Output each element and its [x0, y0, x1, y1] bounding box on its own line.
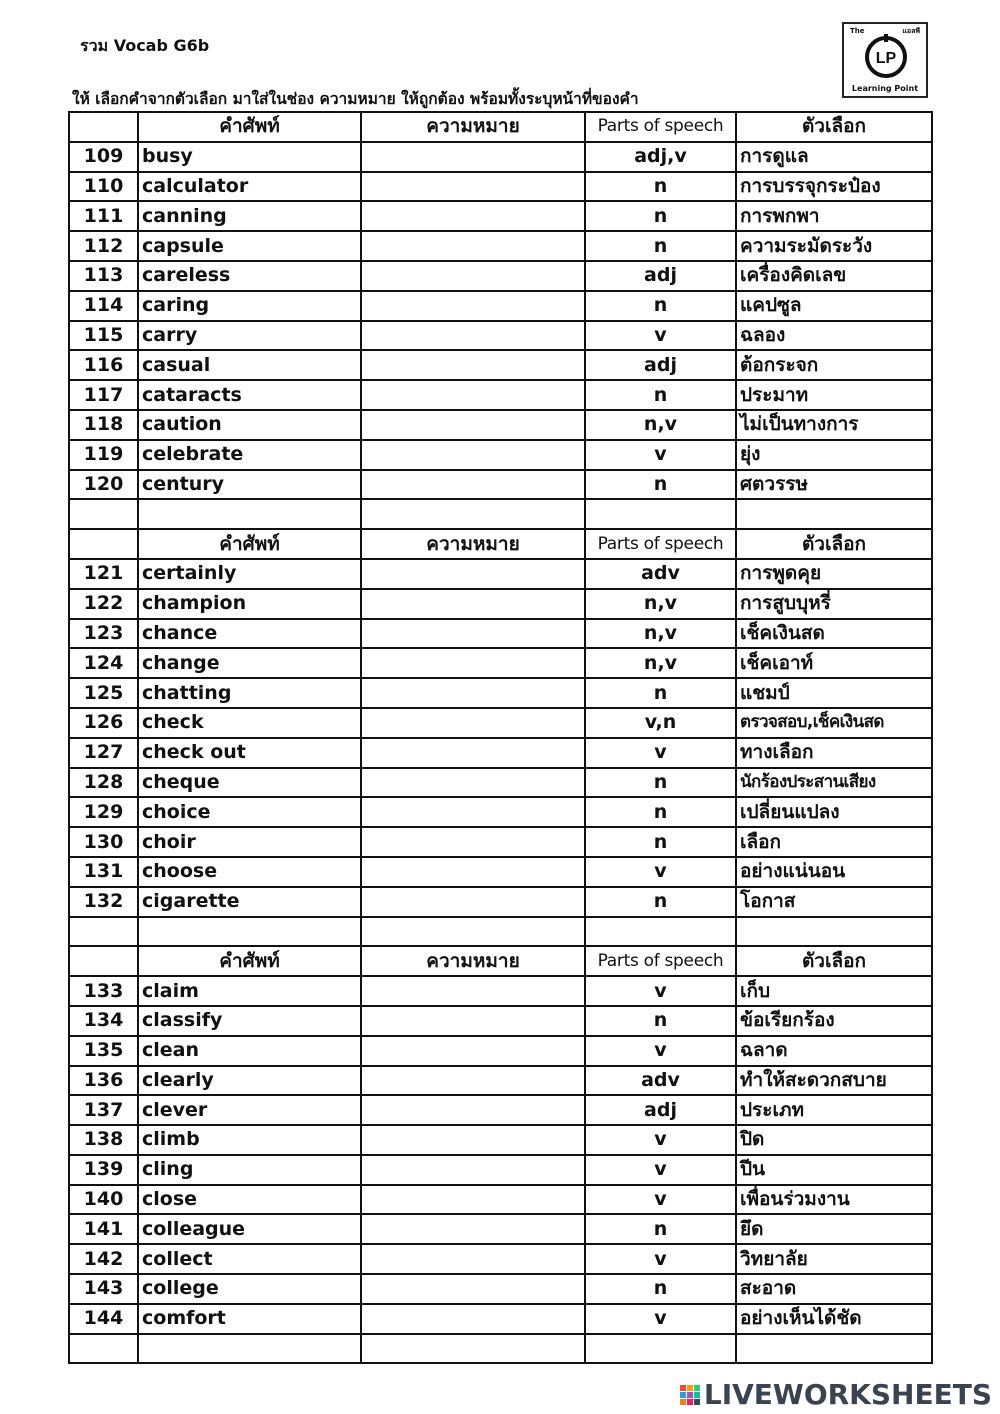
row-number: 135 [69, 1036, 138, 1066]
vocab-word: calculator [138, 172, 361, 202]
header-meaning: ความหมาย [361, 946, 585, 976]
vocab-word: canning [138, 201, 361, 231]
row-number: 109 [69, 142, 138, 172]
blank-row [69, 1334, 932, 1364]
part-of-speech: v [585, 857, 736, 887]
header-parts-of-speech: Parts of speech [585, 946, 736, 976]
header-word: คำศัพท์ [138, 529, 361, 559]
header-meaning: ความหมาย [361, 112, 585, 142]
meaning-answer-field[interactable] [361, 589, 585, 619]
meaning-answer-field[interactable] [361, 321, 585, 351]
brand-color-square [680, 1385, 686, 1391]
row-number: 131 [69, 857, 138, 887]
vocab-word: check out [138, 738, 361, 768]
row-number: 140 [69, 1185, 138, 1215]
header-options: ตัวเลือก [736, 112, 932, 142]
header-word: คำศัพท์ [138, 946, 361, 976]
part-of-speech: v [585, 1125, 736, 1155]
part-of-speech: n,v [585, 410, 736, 440]
blank-cell [69, 499, 138, 529]
table-row [69, 410, 932, 440]
part-of-speech: adj [585, 261, 736, 291]
part-of-speech: v [585, 738, 736, 768]
vocab-word: carry [138, 321, 361, 351]
meaning-answer-field[interactable] [361, 648, 585, 678]
lp-logo-icon [863, 34, 909, 80]
meaning-answer-field[interactable] [361, 231, 585, 261]
option-choice: เก็บ [736, 976, 932, 1006]
meaning-answer-field[interactable] [361, 1244, 585, 1274]
vocab-word: check [138, 708, 361, 738]
meaning-answer-field[interactable] [361, 619, 585, 649]
table-row [69, 1125, 932, 1155]
table-row [69, 797, 932, 827]
row-number: 133 [69, 976, 138, 1006]
blank-cell [585, 1334, 736, 1364]
table-header-row [69, 529, 932, 559]
table-row [69, 201, 932, 231]
row-number: 119 [69, 440, 138, 470]
part-of-speech: v [585, 1155, 736, 1185]
vocab-word: change [138, 648, 361, 678]
row-number: 118 [69, 410, 138, 440]
option-choice: ทางเลือก [736, 738, 932, 768]
header-meaning: ความหมาย [361, 529, 585, 559]
learning-point-logo [842, 22, 928, 98]
meaning-answer-field[interactable] [361, 887, 585, 917]
option-choice: ทำให้สะดวกสบาย [736, 1066, 932, 1096]
table-row [69, 1066, 932, 1096]
option-choice: แชมป์ [736, 678, 932, 708]
meaning-answer-field[interactable] [361, 1125, 585, 1155]
vocab-table [68, 111, 933, 1364]
table-row [69, 1244, 932, 1274]
header-options: ตัวเลือก [736, 529, 932, 559]
table-row [69, 1214, 932, 1244]
part-of-speech: n [585, 231, 736, 261]
option-choice: ฉลอง [736, 321, 932, 351]
meaning-answer-field[interactable] [361, 1185, 585, 1215]
vocab-word: colleague [138, 1214, 361, 1244]
row-number: 129 [69, 797, 138, 827]
meaning-answer-field[interactable] [361, 768, 585, 798]
row-number: 130 [69, 827, 138, 857]
vocab-word: close [138, 1185, 361, 1215]
option-choice: ศตวรรษ [736, 470, 932, 500]
vocab-word: capsule [138, 231, 361, 261]
table-row [69, 440, 932, 470]
logo-name: Learning Point [851, 84, 919, 93]
part-of-speech: n [585, 827, 736, 857]
table-row [69, 1155, 932, 1185]
row-number: 122 [69, 589, 138, 619]
option-choice: โอกาส [736, 887, 932, 917]
document-title: รวม Vocab G6b [80, 36, 210, 55]
row-number: 114 [69, 291, 138, 321]
blank-cell [736, 1334, 932, 1364]
option-choice: วิทยาลัย [736, 1244, 932, 1274]
brand-color-square [680, 1392, 686, 1398]
table-row [69, 827, 932, 857]
vocab-word: cling [138, 1155, 361, 1185]
part-of-speech: n [585, 1274, 736, 1304]
part-of-speech: n [585, 1006, 736, 1036]
vocab-word: careless [138, 261, 361, 291]
brand-color-square [687, 1385, 693, 1391]
table-row [69, 350, 932, 380]
meaning-answer-field[interactable] [361, 380, 585, 410]
part-of-speech: n [585, 291, 736, 321]
table-row [69, 470, 932, 500]
meaning-answer-field[interactable] [361, 291, 585, 321]
option-choice: ต้อกระจก [736, 350, 932, 380]
header-number-cell [69, 112, 138, 142]
table-row [69, 648, 932, 678]
meaning-answer-field[interactable] [361, 827, 585, 857]
option-choice: ตรวจสอบ,เช็คเงินสด [736, 708, 932, 738]
option-choice: นักร้องประสานเสียง [736, 768, 932, 798]
part-of-speech: n [585, 1214, 736, 1244]
part-of-speech: n [585, 201, 736, 231]
meaning-answer-field[interactable] [361, 1036, 585, 1066]
part-of-speech: v [585, 440, 736, 470]
table-header-row [69, 112, 932, 142]
row-number: 127 [69, 738, 138, 768]
row-number: 117 [69, 380, 138, 410]
option-choice: ยุ่ง [736, 440, 932, 470]
table-row [69, 231, 932, 261]
brand-color-square [694, 1399, 700, 1405]
meaning-answer-field[interactable] [361, 350, 585, 380]
table-row [69, 738, 932, 768]
part-of-speech: adv [585, 1066, 736, 1096]
table-row [69, 142, 932, 172]
table-row [69, 380, 932, 410]
table-row [69, 678, 932, 708]
blank-cell [585, 917, 736, 947]
blank-cell [69, 917, 138, 947]
meaning-answer-field[interactable] [361, 201, 585, 231]
option-choice: เลือก [736, 827, 932, 857]
row-number: 124 [69, 648, 138, 678]
vocab-word: cataracts [138, 380, 361, 410]
blank-cell [736, 917, 932, 947]
table-header-row [69, 946, 932, 976]
vocab-word: clearly [138, 1066, 361, 1096]
option-choice: เช็คเอาท์ [736, 648, 932, 678]
part-of-speech: n [585, 797, 736, 827]
part-of-speech: n [585, 678, 736, 708]
option-choice: ความระมัดระวัง [736, 231, 932, 261]
row-number: 142 [69, 1244, 138, 1274]
row-number: 139 [69, 1155, 138, 1185]
row-number: 141 [69, 1214, 138, 1244]
vocab-word: classify [138, 1006, 361, 1036]
part-of-speech: n,v [585, 648, 736, 678]
vocab-word: clever [138, 1095, 361, 1125]
header-options: ตัวเลือก [736, 946, 932, 976]
vocab-word: claim [138, 976, 361, 1006]
vocab-word: busy [138, 142, 361, 172]
logo-mark-text: LP [875, 50, 897, 67]
header-word: คำศัพท์ [138, 112, 361, 142]
option-choice: การพกพา [736, 201, 932, 231]
option-choice: การสูบบุหรี่ [736, 589, 932, 619]
option-choice: เพื่อนร่วมงาน [736, 1185, 932, 1215]
option-choice: เปลี่ยนแปลง [736, 797, 932, 827]
vocab-word: certainly [138, 559, 361, 589]
part-of-speech: v [585, 1304, 736, 1334]
header-parts-of-speech: Parts of speech [585, 112, 736, 142]
meaning-answer-field[interactable] [361, 261, 585, 291]
part-of-speech: adv [585, 559, 736, 589]
option-choice: ประมาท [736, 380, 932, 410]
logo-the-text: The [850, 27, 865, 35]
part-of-speech: adj,v [585, 142, 736, 172]
meaning-answer-field[interactable] [361, 470, 585, 500]
blank-cell [736, 499, 932, 529]
blank-cell [361, 499, 585, 529]
option-choice: ยึด [736, 1214, 932, 1244]
table-row [69, 291, 932, 321]
table-row [69, 619, 932, 649]
part-of-speech: v [585, 1036, 736, 1066]
brand-text: LIVEWORKSHEETS [703, 1378, 992, 1411]
brand-color-square [687, 1392, 693, 1398]
vocab-word: caution [138, 410, 361, 440]
part-of-speech: adj [585, 1095, 736, 1125]
row-number: 132 [69, 887, 138, 917]
table-row [69, 1274, 932, 1304]
option-choice: แคปซูล [736, 291, 932, 321]
table-row [69, 768, 932, 798]
option-choice: สะอาด [736, 1274, 932, 1304]
liveworksheets-logo-icon [680, 1385, 700, 1405]
blank-cell [138, 499, 361, 529]
option-choice: เช็คเงินสด [736, 619, 932, 649]
part-of-speech: v [585, 1185, 736, 1215]
meaning-answer-field[interactable] [361, 738, 585, 768]
table-row [69, 172, 932, 202]
meaning-answer-field[interactable] [361, 440, 585, 470]
vocab-word: cheque [138, 768, 361, 798]
option-choice: การดูแล [736, 142, 932, 172]
part-of-speech: n [585, 768, 736, 798]
vocab-word: celebrate [138, 440, 361, 470]
instruction-text: ให้ เลือกคำจากตัวเลือก มาใส่ในช่อง ความหมาย ให้ถูกต้อง พร้อมทั้งระบุหน้าที่ของคำ [72, 90, 639, 108]
row-number: 120 [69, 470, 138, 500]
meaning-answer-field[interactable] [361, 708, 585, 738]
brand-color-square [694, 1385, 700, 1391]
meaning-answer-field[interactable] [361, 976, 585, 1006]
meaning-answer-field[interactable] [361, 857, 585, 887]
row-number: 113 [69, 261, 138, 291]
blank-cell [138, 1334, 361, 1364]
vocab-word: casual [138, 350, 361, 380]
vocab-word: college [138, 1274, 361, 1304]
option-choice: การบรรจุกระป๋อง [736, 172, 932, 202]
row-number: 110 [69, 172, 138, 202]
meaning-answer-field[interactable] [361, 1095, 585, 1125]
blank-cell [361, 917, 585, 947]
header-number-cell [69, 946, 138, 976]
meaning-answer-field[interactable] [361, 678, 585, 708]
table-row [69, 1304, 932, 1334]
part-of-speech: v [585, 1244, 736, 1274]
meaning-answer-field[interactable] [361, 142, 585, 172]
blank-row [69, 499, 932, 529]
option-choice: ฉลาด [736, 1036, 932, 1066]
option-choice: ไม่เป็นทางการ [736, 410, 932, 440]
table-row [69, 1006, 932, 1036]
meaning-answer-field[interactable] [361, 172, 585, 202]
part-of-speech: v,n [585, 708, 736, 738]
liveworksheets-brand [680, 1378, 992, 1411]
blank-cell [361, 1334, 585, 1364]
vocab-word: century [138, 470, 361, 500]
option-choice: เครื่องคิดเลข [736, 261, 932, 291]
blank-cell [69, 1334, 138, 1364]
vocab-word: choose [138, 857, 361, 887]
vocab-word: climb [138, 1125, 361, 1155]
option-choice: ข้อเรียกร้อง [736, 1006, 932, 1036]
table-row [69, 261, 932, 291]
brand-color-square [680, 1399, 686, 1405]
vocab-word: chance [138, 619, 361, 649]
part-of-speech: n [585, 887, 736, 917]
row-number: 136 [69, 1066, 138, 1096]
row-number: 112 [69, 231, 138, 261]
meaning-answer-field[interactable] [361, 559, 585, 589]
blank-cell [138, 917, 361, 947]
table-row [69, 1095, 932, 1125]
vocab-word: chatting [138, 678, 361, 708]
row-number: 128 [69, 768, 138, 798]
header-number-cell [69, 529, 138, 559]
table-row [69, 559, 932, 589]
option-choice: อย่างเห็นได้ชัด [736, 1304, 932, 1334]
table-row [69, 887, 932, 917]
part-of-speech: v [585, 976, 736, 1006]
row-number: 123 [69, 619, 138, 649]
vocab-word: choice [138, 797, 361, 827]
row-number: 121 [69, 559, 138, 589]
table-row [69, 321, 932, 351]
part-of-speech: n [585, 470, 736, 500]
option-choice: ประเภท [736, 1095, 932, 1125]
option-choice: การพูดคุย [736, 559, 932, 589]
row-number: 137 [69, 1095, 138, 1125]
brand-color-square [694, 1392, 700, 1398]
table-row [69, 708, 932, 738]
meaning-answer-field[interactable] [361, 1066, 585, 1096]
vocab-word: clean [138, 1036, 361, 1066]
table-row [69, 1036, 932, 1066]
header-parts-of-speech: Parts of speech [585, 529, 736, 559]
row-number: 125 [69, 678, 138, 708]
vocab-word: choir [138, 827, 361, 857]
part-of-speech: n,v [585, 619, 736, 649]
row-number: 138 [69, 1125, 138, 1155]
option-choice: อย่างแน่นอน [736, 857, 932, 887]
vocab-word: champion [138, 589, 361, 619]
row-number: 116 [69, 350, 138, 380]
row-number: 111 [69, 201, 138, 231]
table-row [69, 857, 932, 887]
row-number: 134 [69, 1006, 138, 1036]
meaning-answer-field[interactable] [361, 410, 585, 440]
brand-color-square [687, 1399, 693, 1405]
row-number: 115 [69, 321, 138, 351]
part-of-speech: n [585, 172, 736, 202]
logo-thai-text: แอลพี [902, 27, 920, 35]
vocab-word: collect [138, 1244, 361, 1274]
meaning-answer-field[interactable] [361, 1214, 585, 1244]
blank-cell [585, 499, 736, 529]
option-choice: ปีน [736, 1155, 932, 1185]
meaning-answer-field[interactable] [361, 1304, 585, 1334]
option-choice: ปิด [736, 1125, 932, 1155]
table-row [69, 976, 932, 1006]
part-of-speech: adj [585, 350, 736, 380]
vocab-word: comfort [138, 1304, 361, 1334]
part-of-speech: n,v [585, 589, 736, 619]
meaning-answer-field[interactable] [361, 1274, 585, 1304]
row-number: 144 [69, 1304, 138, 1334]
row-number: 126 [69, 708, 138, 738]
meaning-answer-field[interactable] [361, 1006, 585, 1036]
part-of-speech: n [585, 380, 736, 410]
meaning-answer-field[interactable] [361, 1155, 585, 1185]
vocab-word: cigarette [138, 887, 361, 917]
meaning-answer-field[interactable] [361, 797, 585, 827]
blank-row [69, 917, 932, 947]
table-row [69, 1185, 932, 1215]
row-number: 143 [69, 1274, 138, 1304]
vocab-word: caring [138, 291, 361, 321]
part-of-speech: v [585, 321, 736, 351]
table-row [69, 589, 932, 619]
